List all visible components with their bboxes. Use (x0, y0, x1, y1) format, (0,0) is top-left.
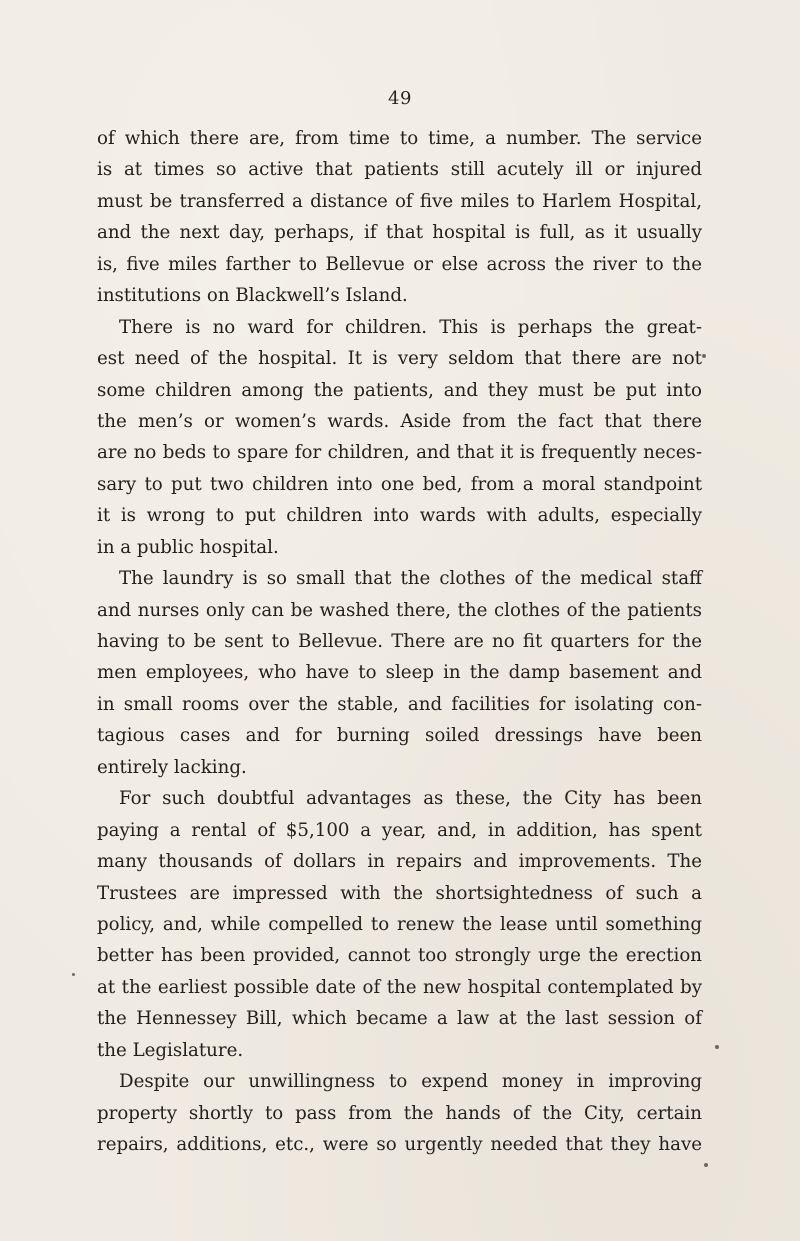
text-line: is, five miles farther to Bellevue or else across the river to the (97, 253, 702, 275)
text-line: repairs, additions, etc., were so urgently needed that they have (97, 1134, 702, 1155)
text-line: some children among the patients, and they must be put into (97, 379, 702, 401)
text-line: and the next day, perhaps, if that hospital is full, as it usually (97, 222, 702, 244)
text-line: is at times so active that patients still acutely ill or injured (97, 159, 702, 181)
text-line: the Hennessey Bill, which became a law at the last session of (97, 1008, 702, 1030)
text-line: at the earliest possible date of the new hospital contemplated by (97, 976, 702, 998)
text-line: are no beds to spare for children, and that it is frequently neces- (97, 442, 702, 464)
text-line: paying a rental of $5,100 a year, and, in addition, has spent (97, 819, 702, 841)
text-line: entirely lacking. (97, 756, 247, 778)
text-line: Trustees are impressed with the shortsightedness of such a (97, 882, 702, 904)
paper-speck (702, 354, 706, 358)
text-line: in a public hospital. (97, 536, 279, 558)
body-text (97, 123, 702, 1160)
text-line: sary to put two children into one bed, from a moral standpoint (97, 473, 702, 495)
text-line: The laundry is so small that the clothes of the medical staff (119, 568, 702, 590)
text-line: the men’s or women’s wards. Aside from the fact that there (97, 410, 702, 432)
text-line: the Legislature. (97, 1039, 244, 1061)
paper-speck (715, 1045, 719, 1049)
text-line: and nurses only can be washed there, the clothes of the patients (97, 599, 702, 621)
text-line: policy, and, while compelled to renew the lease until something (97, 913, 702, 935)
text-line: property shortly to pass from the hands of the City, certain (97, 1102, 702, 1124)
text-line: est need of the hospital. It is very seldom that there are not (97, 348, 702, 370)
text-line: For such doubtful advantages as these, the City has been (119, 788, 702, 810)
text-line: There is no ward for children. This is perhaps the great- (119, 316, 702, 338)
text-line: men employees, who have to sleep in the damp basement and (97, 662, 702, 684)
text-line: in small rooms over the stable, and facilities for isolating con- (97, 693, 702, 715)
text-line: many thousands of dollars in repairs and improvements. The (97, 851, 702, 873)
text-line: having to be sent to Bellevue. There are no fit quarters for the (97, 631, 702, 652)
text-line: better has been provided, cannot too strongly urge the erection (97, 945, 702, 967)
text-line: of which there are, from time to time, a number. The service (97, 128, 702, 149)
paper-speck (72, 973, 75, 976)
page-number: 49 (388, 88, 412, 109)
text-line: it is wrong to put children into wards with adults, especially (97, 505, 702, 527)
text-line: must be transferred a distance of five miles to Harlem Hospital, (97, 190, 702, 212)
paper-speck (704, 1163, 708, 1167)
text-line: tagious cases and for burning soiled dressings have been (97, 725, 702, 747)
text-line: Despite our unwillingness to expend money in improving (119, 1071, 702, 1093)
text-line: institutions on Blackwell’s Island. (97, 285, 408, 307)
